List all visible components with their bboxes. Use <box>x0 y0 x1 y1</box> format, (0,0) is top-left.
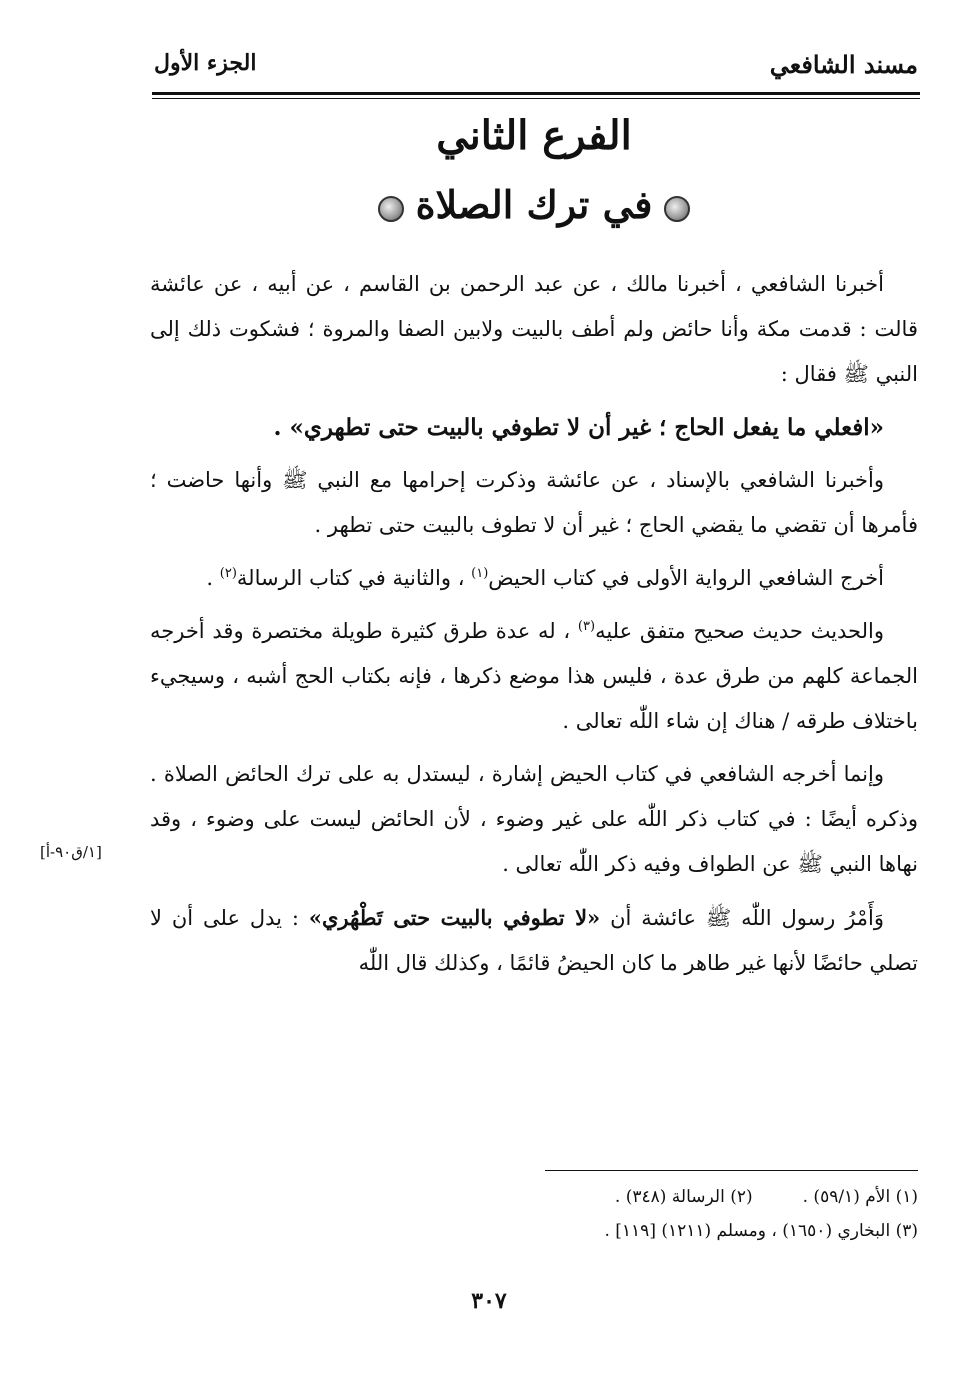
footnote-ref-2: (٢) <box>219 566 237 581</box>
paragraph-5: وإنما أخرجه الشافعي في كتاب الحيض إشارة ، ليستدل به على ترك الحائض الصلاة . وذكره أيضًا : في كتاب ذكر اللّٰه على غير وضوء ، لأن الحائض ليست على وضوء ، وقد نهاها النبي ﷺ عن الطواف وفيه ذكر اللّٰه تعالى . <box>150 762 918 876</box>
paragraph-4: والحديث حديث صحيح متفق عليه$^{(٣)}$ ، له عدة طرق كثيرة طويلة مختصرة وقد أخرجه الجماعة كلهم من طرق عدة ، فليس هذا موضع ذكرها ، فإنه بكتاب الحج أشبه ، وسيجيء باختلاف طرقه / هناك إن شاء اللّٰه تعالى . <box>150 619 918 733</box>
ornament-left-icon <box>378 196 404 222</box>
footnote-1: (١) الأم (٥٩/١) . <box>802 1187 918 1207</box>
paragraph-2: وأخبرنا الشافعي بالإسناد ، عن عائشة وذكرت إحرامها مع النبي ﷺ وأنها حاضت ؛ فأمرها أن تقضي ما يقضي الحاج ؛ غير أن لا تطوف بالبيت حتى تطهر . <box>150 468 918 537</box>
part-label: الجزء الأول <box>154 50 257 76</box>
footnote-3: (٣) البخاري (١٦٥٠) ، ومسلم (١٢١١) [١١٩] . <box>604 1221 918 1241</box>
page-number: ٣٠٧ <box>471 1288 507 1314</box>
footnote-row-2 <box>358 1214 918 1248</box>
section-title-row <box>150 182 918 227</box>
ornament-right-icon <box>664 196 690 222</box>
chapter-title: الفرع الثاني <box>436 112 632 159</box>
inline-quote: «لا تطوفي بالبيت حتى تَطْهُري» <box>308 905 601 930</box>
footnote-ref-3: (٣) <box>577 619 596 634</box>
footnote-2: (٢) الرسالة (٣٤٨) . <box>614 1187 753 1207</box>
paragraph-6: وَأَمْرُ رسول اللّٰه ﷺ عائشة أن «لا تطوفي بالبيت حتى تَطْهُري» : يدل على أن لا تصلي حائضًا لأنها غير طاهر ما كان الحيضُ قائمًا ، وكذلك قال اللّٰه <box>150 905 918 975</box>
body-text <box>150 262 918 994</box>
footnotes <box>358 1180 918 1248</box>
paragraph-3: أخرج الشافعي الرواية الأولى في كتاب الحيض$^{(١)}$ ، والثانية في كتاب الرسالة$^{(٢)}$ . <box>206 566 884 590</box>
section-title: في ترك الصلاة <box>415 182 653 227</box>
footnote-row-1 <box>358 1180 918 1214</box>
footnote-rule <box>545 1170 918 1171</box>
manuscript-folio-note: [١/ق٩٠-أ] <box>40 843 102 861</box>
hadith-quote: «افعلي ما يفعل الحاج ؛ غير أن لا تطوفي بالبيت حتى تطهري» . <box>273 414 884 441</box>
book-title: مسند الشافعي <box>769 50 918 79</box>
header-rule-thick <box>152 92 920 95</box>
header-rule-thin <box>152 98 920 99</box>
footnote-ref-1: (١) <box>471 566 489 581</box>
paragraph-1: أخبرنا الشافعي ، أخبرنا مالك ، عن عبد الرحمن بن القاسم ، عن أبيه ، عن عائشة قالت : قدمت مكة وأنا حائض ولم أطف بالبيت ولابين الصفا والمروة ؛ فشكوت ذلك إلى النبي ﷺ فقال : <box>150 272 918 386</box>
running-header <box>150 50 918 92</box>
